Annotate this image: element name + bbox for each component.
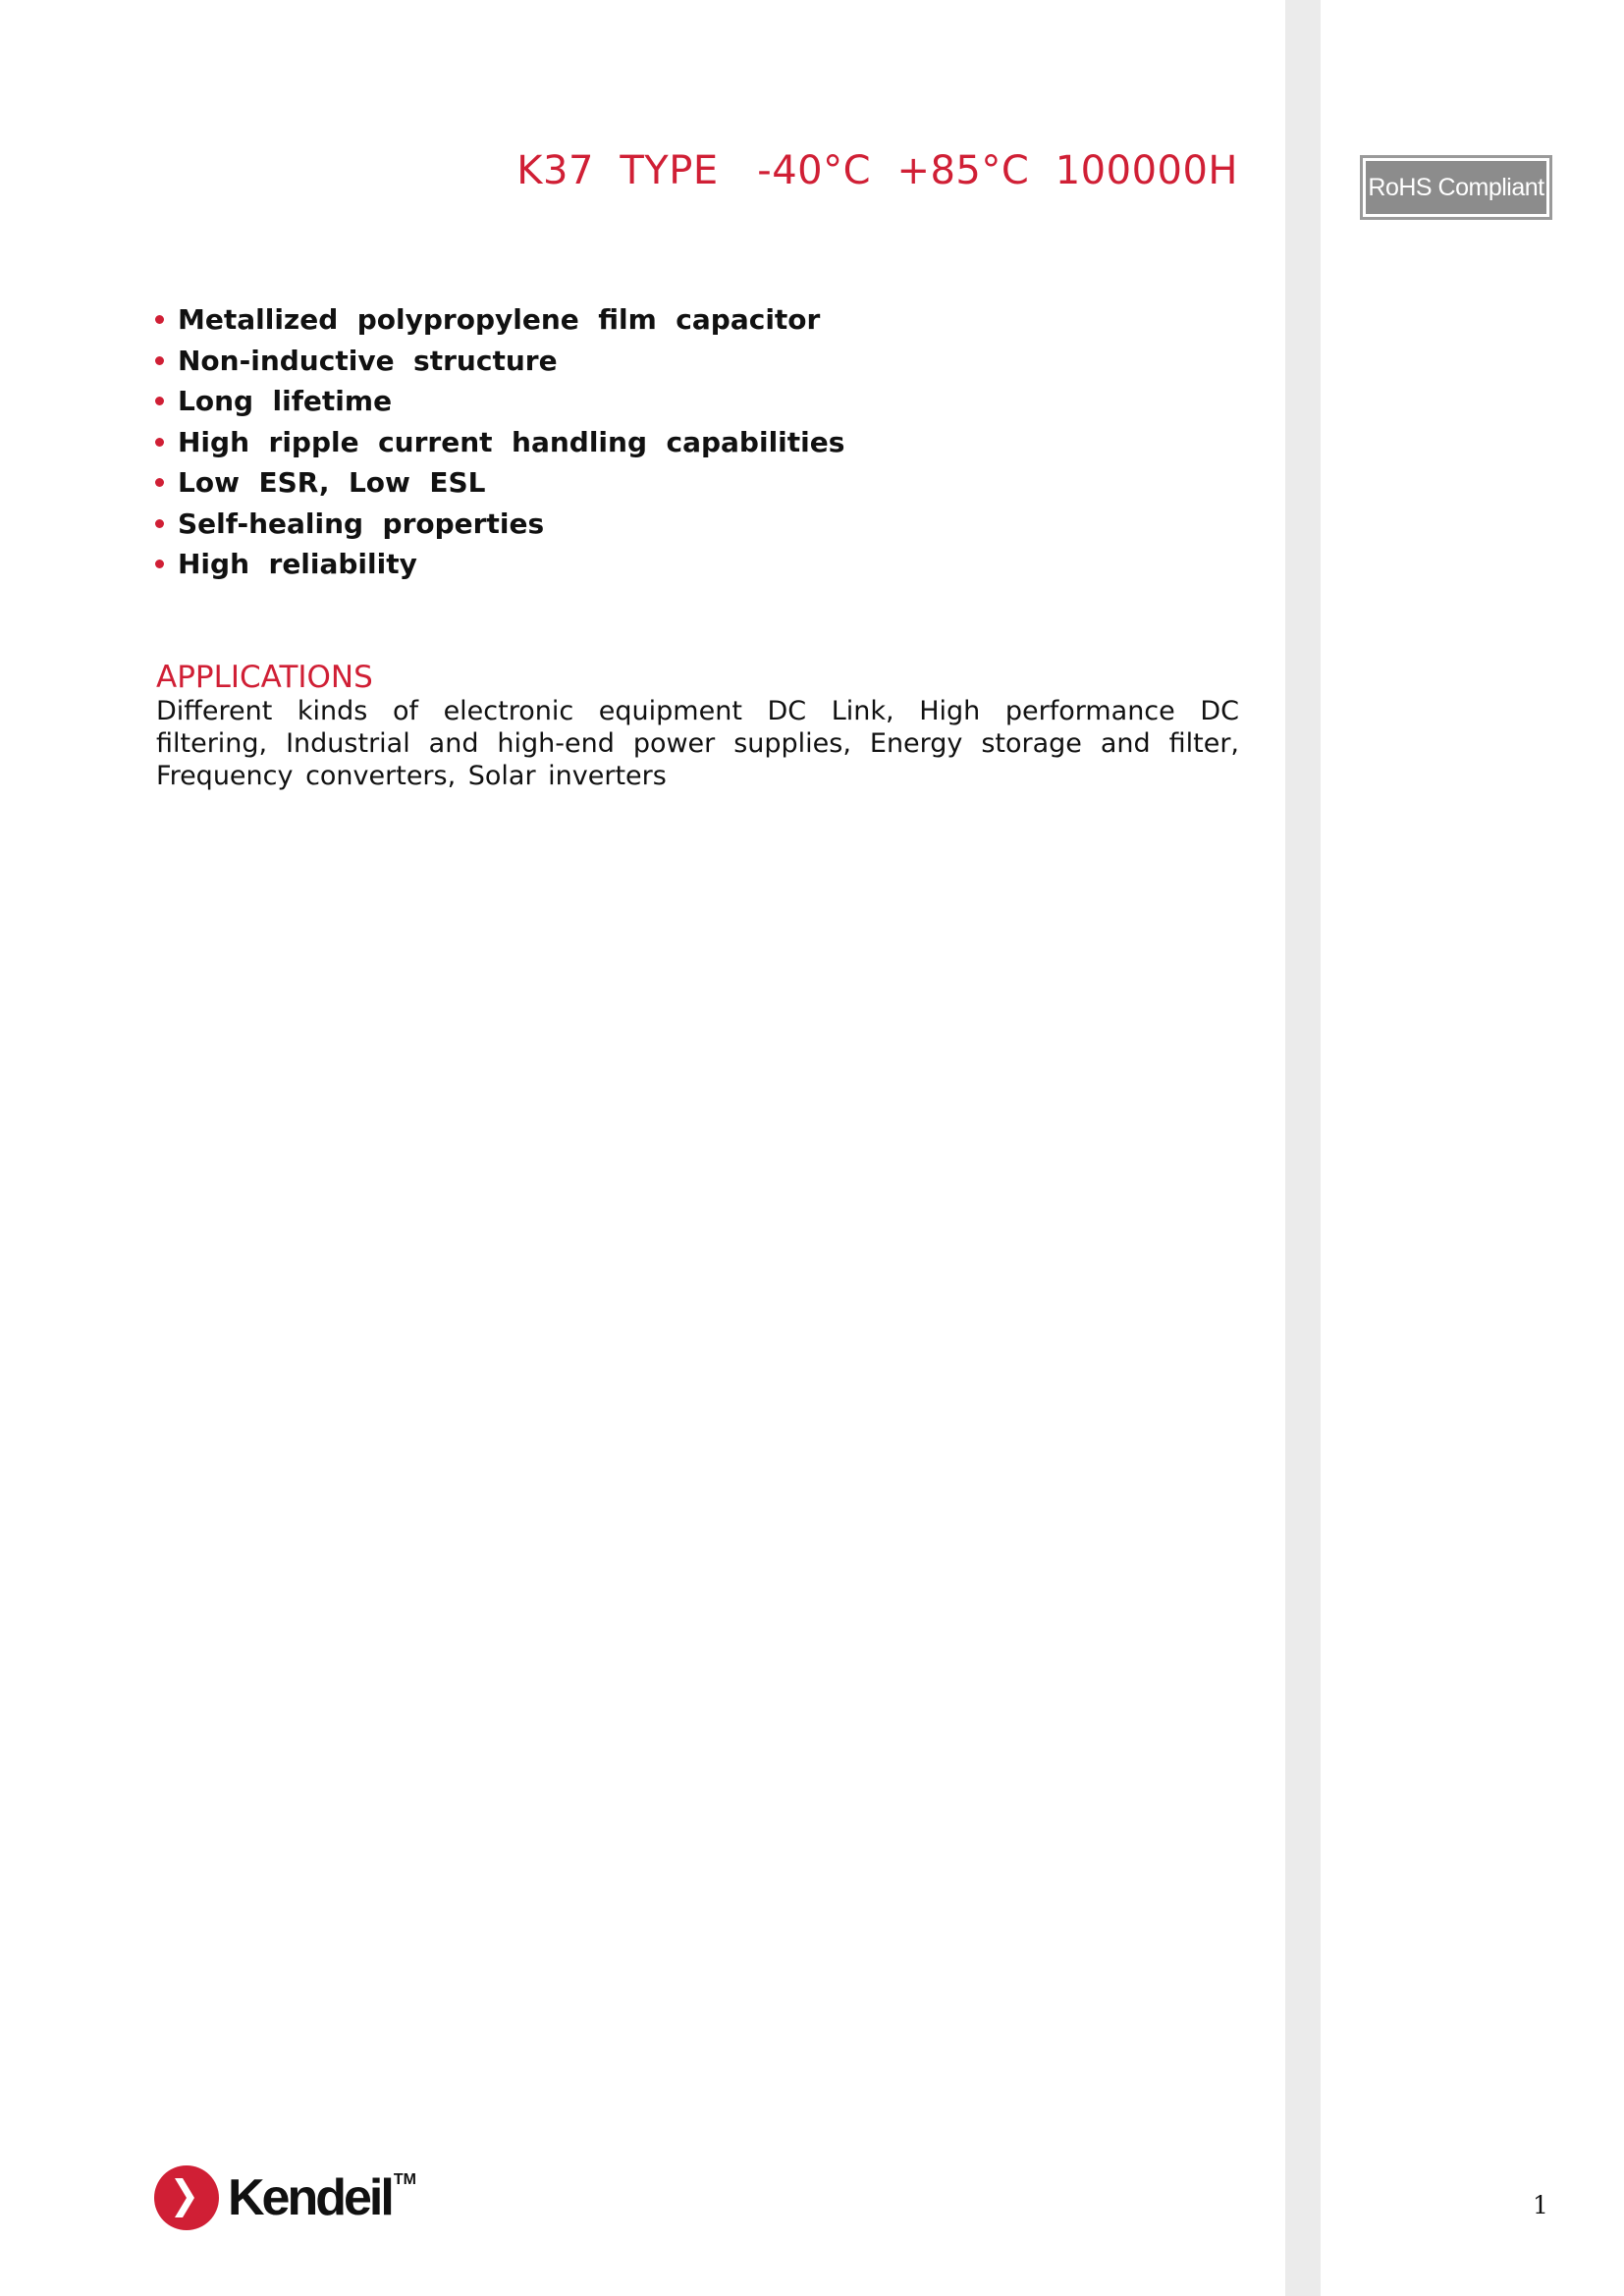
list-item <box>153 299 844 341</box>
bullet-icon <box>155 356 164 365</box>
bullet-icon <box>155 478 164 487</box>
list-item <box>153 504 844 545</box>
right-margin-strip <box>1285 0 1321 2296</box>
feature-list <box>153 299 844 585</box>
feature-text: Long lifetime <box>178 385 393 417</box>
logo-wordmark: Kendeil <box>228 2169 392 2226</box>
kendeil-logo <box>153 2163 416 2232</box>
feature-text: High ripple current handling capabilities <box>178 425 845 458</box>
list-item <box>153 381 844 422</box>
kendeil-logo-icon <box>153 2164 220 2231</box>
page-number: 1 <box>1533 2191 1548 2219</box>
rohs-badge <box>1360 155 1552 220</box>
page-title: K37 TYPE -40°C +85°C 100000H <box>516 148 1238 193</box>
list-item <box>153 544 844 585</box>
feature-text: Self-healing properties <box>178 507 545 540</box>
bullet-icon <box>155 315 164 324</box>
feature-text: Non-inductive structure <box>178 344 558 377</box>
bullet-icon <box>155 397 164 405</box>
list-item <box>153 422 844 463</box>
applications-text: Different kinds of electronic equipment DC Link, High performance DC filtering, Industrial and high-end power supplies, Energy storage and filter, Frequency converters, Solar inverters <box>156 696 1239 791</box>
bullet-icon <box>155 438 164 447</box>
feature-text: Metallized polypropylene film capacitor <box>178 303 821 336</box>
bullet-icon <box>155 560 164 568</box>
list-item <box>153 341 844 382</box>
feature-text: High reliability <box>178 548 417 580</box>
trademark-symbol: TM <box>393 2171 416 2188</box>
feature-text: Low ESR, Low ESL <box>178 466 486 499</box>
bullet-icon <box>155 519 164 528</box>
rohs-badge-label: RoHS Compliant <box>1366 161 1546 214</box>
applications-heading: APPLICATIONS <box>156 660 373 695</box>
list-item <box>153 462 844 504</box>
